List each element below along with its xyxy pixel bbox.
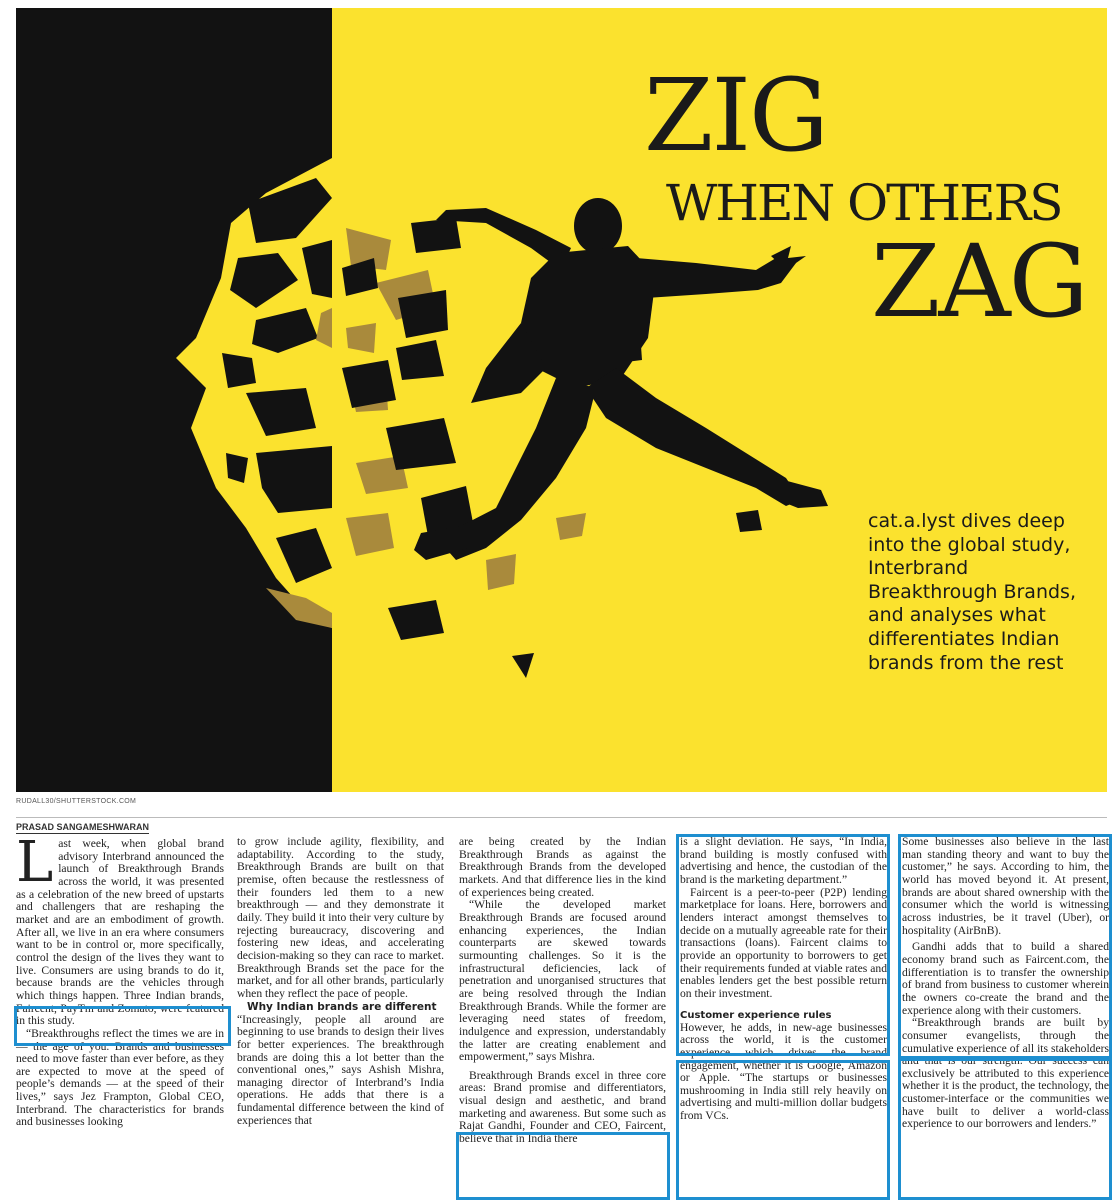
debris-fragment <box>346 513 394 556</box>
headline-zag: ZAG <box>871 223 1087 340</box>
debris-fragment <box>486 554 516 590</box>
debris-fragment <box>398 290 448 338</box>
highlight-box <box>898 1058 1112 1200</box>
debris-fragment <box>386 418 456 470</box>
highlight-box <box>14 1006 231 1046</box>
article-paragraph: Breakthrough Brands excel in three core areas: Brand promise and differentiators, visual design and aesthetic, and brand marketing and awareness. But some such as Rajat Gandhi, Founder and CEO, Faircent, believe that in India there <box>459 1068 666 1146</box>
article-column-2 <box>237 836 444 1127</box>
debris-fragment <box>342 258 378 296</box>
debris-fragment <box>512 653 534 678</box>
standfirst: cat.a.lyst dives deep into the global study, Interbrand Breakthrough Brands, and analyses what differentiates Indian brands from the rest <box>868 510 1076 674</box>
article-paragraph: to grow include agility, flexibility, and adaptability. According to the study, Breakthrough Brands are built on that premise, often because the restlessness of their founders led them to a new breakthrough — and they demonstrate it daily. They build it into their very culture by rejecting bureaucracy, discovering and fostering new ideas, and accelerating decision-making so they can race to market. Breakthrough Brands set the pace for the market, and for all other brands, particularly when they reflect the pace of people. <box>237 835 444 1000</box>
rubble-block <box>222 353 256 388</box>
article-paragraph: Some businesses also believe in the last man standing theory and want to buy the customer,” he says. According to him, the world has moved beyond it. At present, brands are about shared ownership with the consumer which the world is witnessing across industries, be it travel (Uber), or hospitality (AirBnB). <box>902 835 1109 937</box>
debris-fragment <box>556 513 586 540</box>
headline-when-others: WHEN OTHERS <box>666 174 1062 232</box>
debris-fragment <box>736 510 762 532</box>
article-paragraph: Faircent is a peer-to-peer (P2P) lending marketplace for loans. Here, borrowers and lenders interact amongst themselves to decide on a mutually agreeable rate for their transactions (loans). Faircent claims to provide an opportunity to borrowers to get their requirements funded at viable rates and enables lenders get the best possible return on their investment. <box>680 885 887 1000</box>
hero-illustration <box>16 8 1107 792</box>
highlight-box <box>676 834 890 1056</box>
photo-credit: RUDALL30/SHUTTERSTOCK.COM <box>16 798 137 805</box>
debris-fragment <box>396 340 444 380</box>
article-paragraph: “Increasingly, people all around are beginning to use brands to design their lives for better experiences. The breakthrough brands are doing this a lot better than the conventional ones,” says Ashish Mishra, managing director of Interbrand’s India operations. He adds that there is a fundamental difference between the kind of experiences that <box>237 1012 444 1127</box>
debris-fragment <box>388 600 444 640</box>
debris-fragment <box>342 360 396 408</box>
highlight-box <box>898 834 1112 1059</box>
article-paragraph: Customer experience rules However, he adds, in new-age businesses across the world, it is the customer experience which drives the brand engagement, whether it is Google, Amazon or Apple. “The startups or businesses mushrooming in India still rely heavily on advertising and multi-million dollar budgets from VCs. <box>680 1009 887 1123</box>
section-subhead: Customer experience rules <box>680 1009 832 1021</box>
highlight-box <box>456 1132 670 1200</box>
byline: PRASAD SANGAMESHWARAN <box>16 822 150 832</box>
article-paragraph: “While the developed market Breakthrough Brands are focused around enhancing experiences, the Indian counterparts are skewed towards surmounting challenges. So it is the infrastructural deficiencies, lack of penetration and unorganised structures that are being resolved through the Indian Breakthrough Brands. While the former are leveraging need states of freedom, indulgence and expression, understandably the latter are creating enablement and empowerment,” says Mishra. <box>459 898 666 1064</box>
article-paragraph: “Breakthrough brands are built by consumer evangelists, through the cumulative experience of all its stakeholders and that is our strength. Our success can exclusively be attributed to this experience whether it is the product, the technology, the customer-interface or the communities we have built to deliver a world-class experience to our borrowers and lenders.” <box>902 1016 1109 1131</box>
article-paragraph: “Breakthroughs reflect the times we are in — the age of you. Brands and businesses need to move faster than ever before, as they are expected to move at the speed of people’s demands — at the speed of their lives,” says Jez Frampton, Global CEO, Interbrand. The characteristics for brands and businesses looking <box>16 1026 224 1129</box>
article-column-1 <box>16 830 224 1129</box>
debris-fragment <box>346 323 376 353</box>
headline-zig: ZIG <box>644 57 827 174</box>
article-paragraph: Last week, when global brand advisory Interbrand announced the launch of Breakthrough Brands across the world, it was presented as a celebration of the new breed of upstarts and challengers that are reshaping the market and are an embodiment of growth. After all, we live in an era where consumers want to be in control or, more specifically, control the design of the lives they want to live. Consumers are using brands to do it, because brands are the vehicles through which things happen. Three Indian brands, Faircent, PayTm and Zomato, were featured in this study. <box>16 830 224 1028</box>
article-paragraph: is a slight deviation. He says, “In India, brand building is mostly confused with advertising and hence, the custodian of the brand is the marketing department.” <box>680 835 887 886</box>
article-paragraph: Gandhi adds that to build a shared economy brand such as Faircent.com, the differentiation is to transfer the ownership of brand from business to customer wherein the owners co-create the brand and the experience along with their customers. <box>902 940 1109 1017</box>
section-subhead: Why Indian brands are different <box>247 1000 437 1013</box>
article-column-3 <box>459 836 666 1146</box>
leaping-man-silhouette <box>414 198 828 560</box>
article-paragraph: are being created by the Indian Breakthrough Brands as against the Breakthrough Brands from the developed markets. And that difference lies in the kind of experiences being created. <box>459 835 666 899</box>
debris-fragment <box>411 218 461 253</box>
drop-cap: L <box>16 830 54 895</box>
section-divider <box>16 817 1107 818</box>
highlight-box <box>676 1060 890 1200</box>
